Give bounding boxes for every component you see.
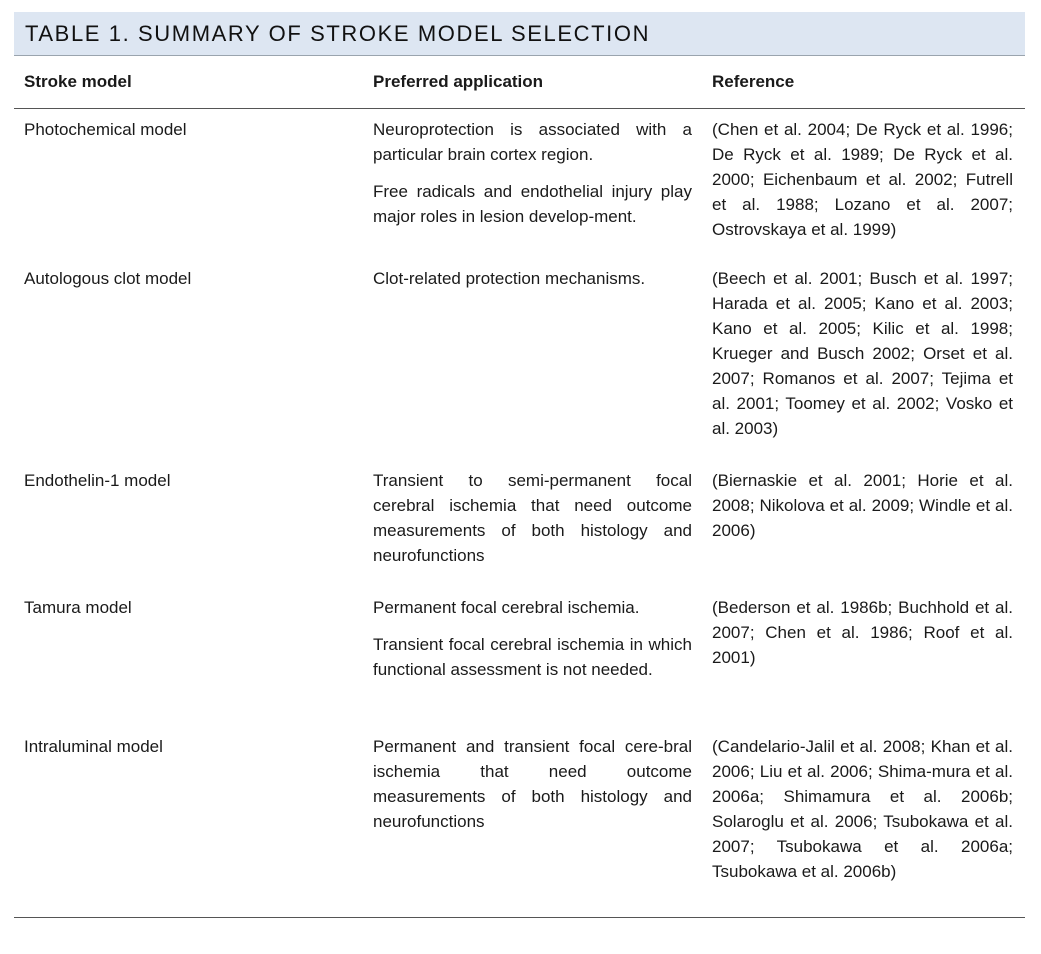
table-row [14,109,1025,266]
stroke-model-cell: Intraluminal model [14,734,363,918]
application-cell [363,266,702,468]
stroke-model-cell: Tamura model [24,597,132,617]
column-header-preferred-application: Preferred application [363,56,702,109]
column-header-reference: Reference [702,56,1025,109]
reference-cell: (Beech et al. 2001; Busch et al. 1997; Harada et al. 2005; Kano et al. 2003; Kano et al. 2005; Kilic et al. 1998; Krueger and Busch 2002; Orset et al. 2007; Romanos et al. 2007; Tejima et al. 2001; Toomey et al. 2002; Vosko et al. 2003) [712,268,1013,438]
stroke-model-cell: Photochemical model [24,120,187,139]
application-cell [363,734,702,918]
stroke-model-table [14,56,1025,918]
reference-cell: (Chen et al. 2004; De Ryck et al. 1996; De Ryck et al. 1989; De Ryck et al. 2000; Eichenbaum et al. 2002; Futrell et al. 1988; Lozano et al. 2007; Ostrovskaya et al. 1999) [712,120,1013,239]
table-header-row [14,56,1025,109]
table-row [14,266,1025,468]
reference-cell: (Bederson et al. 1986b; Buchhold et al. 2007; Chen et al. 1986; Roof et al. 2001) [712,597,1013,667]
table-title: TABLE 1. SUMMARY OF STROKE MODEL SELECTION [25,20,651,46]
reference-cell: (Candelario-Jalil et al. 2008; Khan et al. 2006; Liu et al. 2006; Shima-mura et al. 2006a; Shimamura et al. 2006b; Solaroglu et al. 2006; Tsubokawa et al. 2007; Tsubokawa et al. 2006a; Tsubokawa et al. 2006b) [702,734,1025,918]
table-title-bar [14,12,1025,56]
stroke-model-cell: Endothelin-1 model [24,470,171,490]
application-text: Transient to semi-permanent focal cerebral ischemia that need outcome measurements of both histology and neurofunctions [373,470,692,565]
column-header-stroke-model: Stroke model [14,56,363,109]
application-text: Neuroprotection is associated with a particular brain cortex region. [373,120,692,164]
stroke-model-cell: Autologous clot model [24,268,192,288]
application-text: Transient focal cerebral ischemia in which functional assessment is not needed. [373,634,692,679]
application-cell [363,109,702,266]
table-row [14,468,1025,595]
table-row [14,734,1025,918]
application-text: Clot-related protection mechanisms. [373,268,646,288]
application-cell [363,468,702,595]
application-cell [363,595,702,734]
application-text: Permanent and transient focal cere-bral ischemia that need outcome measurements of both histology and neurofunctions [373,736,692,831]
application-text: Permanent focal cerebral ischemia. [373,597,640,617]
table-row [14,595,1025,734]
table-container [14,12,1025,918]
application-text: Free radicals and endothelial injury play major roles in lesion develop-ment. [373,182,692,226]
reference-cell: (Biernaskie et al. 2001; Horie et al. 2008; Nikolova et al. 2009; Windle et al. 2006) [712,470,1013,540]
